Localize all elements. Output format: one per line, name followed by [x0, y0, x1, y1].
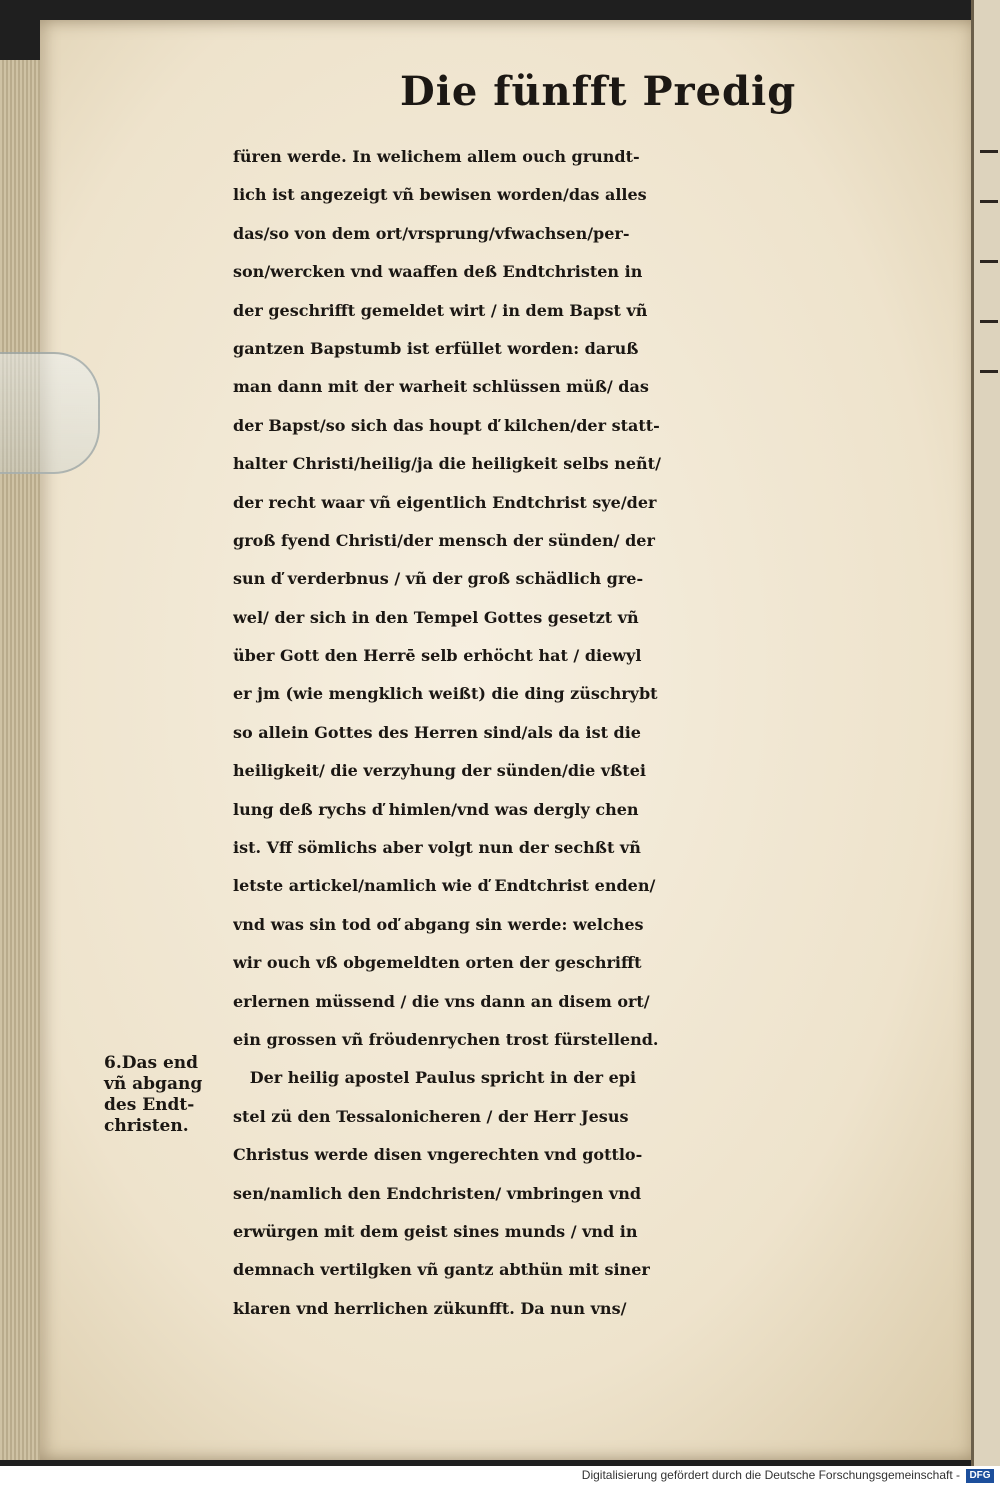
marginal-note-line: christen.	[104, 1116, 189, 1136]
dfg-logo: DFG	[966, 1469, 994, 1483]
text-line: ein grossen vñ fröudenrychen trost fürstellend.	[233, 1029, 659, 1049]
facing-page-text-fragment	[980, 200, 998, 203]
text-line: über Gott den Herrē selb erhöcht hat / diewyl	[233, 646, 642, 666]
glass-page-weight	[0, 352, 100, 474]
text-line: groß fyend Christi/der mensch der sünden/ der	[233, 530, 655, 550]
text-line: lich ist angezeigt vñ bewisen worden/das alles	[233, 185, 647, 205]
text-line: er jm (wie mengklich weißt) die ding züschrybt	[233, 684, 658, 704]
text-line: erwürgen mit dem geist sines munds / vnd in	[233, 1221, 638, 1241]
text-line: gantzen Bapstumb ist erfüllet worden: daruß	[233, 338, 639, 358]
text-line: sun ď verderbnus / vñ der groß schädlich gre-	[233, 569, 644, 589]
marginal-note	[104, 1053, 234, 1137]
marginal-note-line: des Endt-	[104, 1095, 195, 1115]
text-line: wir ouch vß obgemeldten orten der geschrifft	[233, 953, 642, 973]
marginal-note-line: vñ abgang	[104, 1074, 203, 1094]
text-line: füren werde. In welichem allem ouch grundt-	[233, 147, 640, 166]
marginal-note-line: 6.Das end	[104, 1053, 199, 1073]
facing-page-text-fragment	[980, 260, 998, 263]
text-line: son/wercken vnd waaffen deß Endtchristen in	[233, 262, 643, 282]
text-line: letste artickel/namlich wie ď Endtchrist enden/	[233, 876, 656, 896]
facing-page-text-fragment	[980, 370, 998, 373]
text-line: vnd was sin tod oď abgang sin werde: welches	[233, 914, 644, 934]
funding-credit: Digitalisierung gefördert durch die Deutsche Forschungsgemeinschaft -	[581, 1468, 960, 1482]
text-line: stel zü den Tessalonicheren / der Herr Jesus	[233, 1106, 629, 1126]
text-line: sen/namlich den Endchristen/ vmbringen vnd	[233, 1183, 642, 1203]
text-line: klaren vnd herrlichen zükunfft. Da nun vns/	[233, 1298, 627, 1318]
facing-page-text-fragment	[980, 320, 998, 323]
credit-bar	[0, 1466, 1000, 1486]
text-line: man dann mit der warheit schlüssen müß/ das	[233, 377, 649, 397]
running-head: Die fünfft Predig	[400, 68, 797, 115]
text-line: demnach vertilgken vñ gantz abthün mit siner	[233, 1260, 650, 1280]
text-line: halter Christi/heilig/ja die heiligkeit selbs neñt/	[233, 454, 661, 474]
text-line: wel/ der sich in den Tempel Gottes gesetzt vñ	[233, 607, 639, 627]
text-line: Der heilig apostel Paulus spricht in der epi	[233, 1068, 637, 1088]
body-text	[233, 138, 913, 1328]
text-line: der Bapst/so sich das houpt ď kilchen/der statt-	[233, 415, 660, 435]
text-line: lung deß rychs ď himlen/vnd was dergly chen	[233, 799, 639, 819]
facing-page-edge	[971, 0, 1000, 1466]
text-line: das/so von dem ort/vrsprung/vfwachsen/per-	[233, 223, 630, 243]
text-line: so allein Gottes des Herren sind/als da ist die	[233, 722, 641, 742]
text-line: Christus werde disen vngerechten vnd gottlo-	[233, 1145, 643, 1165]
text-line: heiligkeit/ die verzyhung der sünden/die vßtei	[233, 761, 646, 781]
text-line: der geschrifft gemeldet wirt / in dem Bapst vñ	[233, 300, 648, 320]
facing-page-text-fragment	[980, 150, 998, 153]
text-line: der recht waar vñ eigentlich Endtchrist sye/der	[233, 492, 657, 512]
text-line: erlernen müssend / die vns dann an disem ort/	[233, 991, 650, 1011]
text-line: ist. Vff sömlichs aber volgt nun der sechßt vñ	[233, 838, 641, 858]
